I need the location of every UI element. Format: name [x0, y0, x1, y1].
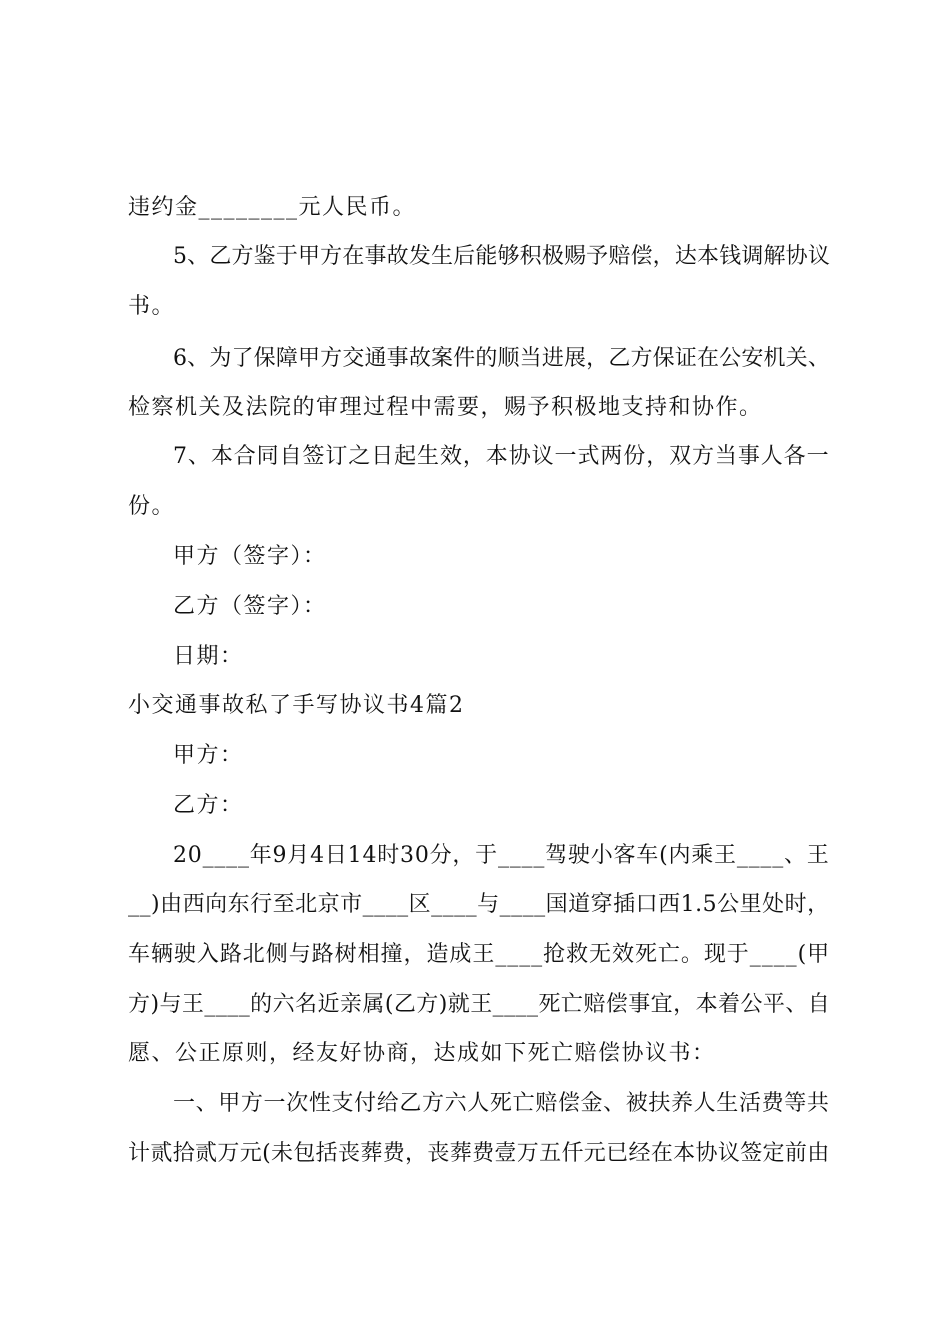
party-b-label: 乙方： [173, 793, 244, 818]
party-a-label: 甲方： [173, 743, 244, 768]
clause-1-line-1: 一、甲方一次性支付给乙方六人死亡赔偿金、被扶养人生活费等共 [173, 1091, 830, 1116]
party-a-signature: 甲方（签字）： [173, 544, 327, 569]
paragraph-line: 车辆驶入路北侧与路树相撞，造成王____抢救无效死亡。现于____(甲 [128, 942, 831, 967]
paragraph-line: 20____年9月4日14时30分，于____驾驶小客车(内乘王____、王 [173, 843, 830, 868]
clause-6-line-1: 6、为了保障甲方交通事故案件的顺当进展，乙方保证在公安机关、 [173, 346, 830, 371]
paragraph-line: 方)与王____的六名近亲属(乙方)就王____死亡赔偿事宜，本着公平、自 [128, 992, 831, 1017]
clause-5-line-2: 书。 [128, 294, 176, 319]
party-b-signature: 乙方（签字）： [173, 594, 327, 619]
date-label: 日期： [173, 644, 244, 669]
clause-7-line-2: 份。 [128, 494, 176, 519]
section-title: 小交通事故私了手写协议书4篇2 [128, 693, 465, 718]
paragraph-line: __)由西向东行至北京市____区____与____国道穿插口西1.5公里处时， [128, 892, 830, 917]
text-line: 违约金________元人民币。 [128, 195, 417, 220]
clause-7-line-1: 7、本合同自签订之日起生效，本协议一式两份，双方当事人各一 [173, 444, 830, 469]
clause-6-line-2: 检察机关及法院的审理过程中需要，赐予积极地支持和协作。 [128, 395, 763, 420]
clause-1-line-2: 计贰拾贰万元(未包括丧葬费，丧葬费壹万五仟元已经在本协议签定前由 [128, 1141, 830, 1166]
paragraph-line: 愿、公正原则，经友好协商，达成如下死亡赔偿协议书： [128, 1041, 716, 1066]
clause-5-line-1: 5、乙方鉴于甲方在事故发生后能够积极赐予赔偿，达本钱调解协议 [173, 244, 830, 269]
